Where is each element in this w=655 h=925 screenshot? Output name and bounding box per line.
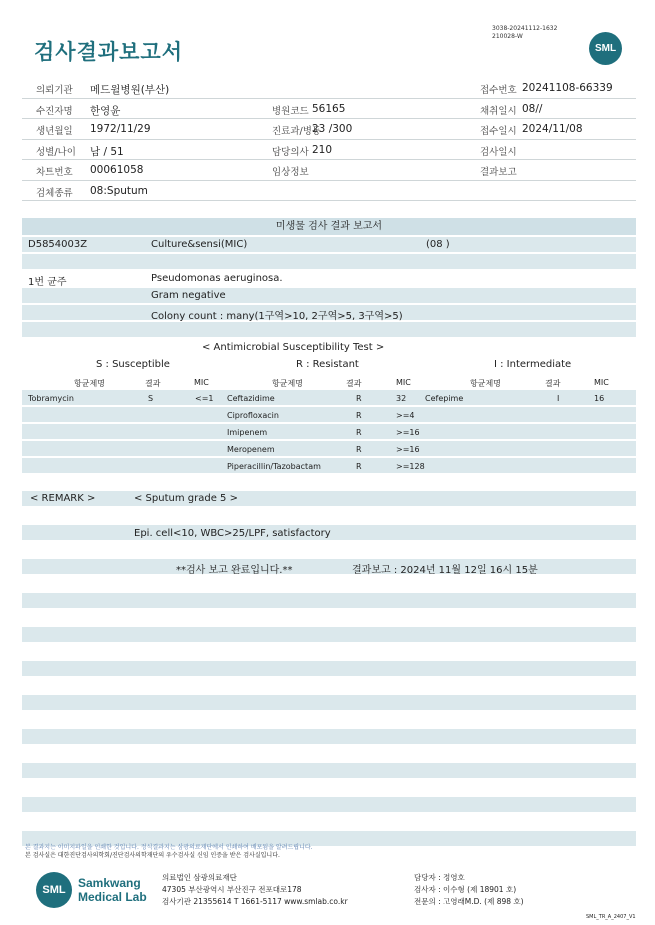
header-value: 20241108-66339 — [522, 82, 613, 94]
brand-line: Samkwang — [78, 876, 141, 890]
row-band — [22, 729, 636, 744]
report-text: R — [356, 428, 362, 437]
staff-info — [414, 872, 524, 908]
report-text: R — [356, 462, 362, 471]
report-text: < REMARK > — [30, 493, 96, 504]
header-row — [22, 99, 636, 120]
header-label: 검사일시 — [480, 146, 517, 158]
row-band — [22, 458, 636, 473]
report-text: **검사 보고 완료입니다.** — [176, 565, 293, 576]
report-text: 32 — [396, 394, 407, 403]
header-label: 접수일시 — [480, 126, 517, 137]
report-text: R : Resistant — [296, 359, 359, 370]
row-band — [22, 441, 636, 456]
row-band — [22, 322, 636, 337]
sml-logo: SML — [589, 32, 622, 65]
header-value: 2024/11/08 — [522, 123, 583, 135]
patient-header — [22, 78, 636, 201]
report-text: Piperacillin/Tazobactam — [227, 462, 321, 471]
header-label: 차트번호 — [36, 167, 73, 178]
row-band — [22, 491, 636, 506]
header-value: 56165 — [312, 102, 346, 115]
report-text: Tobramycin — [28, 394, 74, 403]
org-line: 검사기관 21355614 T 1661-5117 www.smlab.co.kr — [162, 897, 348, 906]
report-text: < Sputum grade 5 > — [134, 493, 238, 504]
row-band — [22, 424, 636, 439]
report-text: I — [557, 394, 560, 403]
report-text: 결과 — [545, 379, 561, 388]
org-line: 의료법인 삼광의료재단 — [162, 873, 237, 882]
brand-line: Medical Lab — [78, 890, 147, 904]
report-text: S — [148, 394, 154, 403]
header-row — [22, 119, 636, 140]
page-title: 검사결과보고서 — [34, 40, 184, 64]
report-text: Culture&sensi(MIC) — [151, 239, 248, 250]
row-band — [22, 407, 636, 422]
report-text: I : Intermediate — [494, 359, 572, 370]
report-text: D5854003Z — [28, 239, 88, 250]
row-band — [22, 559, 636, 574]
section-title: 미생물 검사 결과 보고서 — [22, 218, 636, 235]
report-text: <=1 — [195, 394, 214, 403]
header-row — [22, 78, 636, 99]
report-text: 결과 — [346, 379, 362, 388]
report-text: Cefepime — [425, 394, 464, 403]
report-text: 항균제명 — [74, 379, 105, 388]
report-text: Meropenem — [227, 445, 275, 454]
header-label: 접수번호 — [480, 85, 517, 96]
header-value: 한영윤 — [90, 104, 121, 117]
report-text: >=16 — [396, 428, 420, 437]
report-text: 결과 — [145, 379, 161, 388]
header-label: 병원코드 — [272, 105, 309, 117]
form-code: SML_TR_A_2407_V1 — [586, 914, 636, 920]
staff-line: 전문의 : 고영래M.D. (제 898 호) — [414, 897, 524, 906]
header-label: 성별/나이 — [36, 146, 76, 158]
report-text: Ciprofloxacin — [227, 411, 279, 420]
header-label: 수진자명 — [36, 105, 73, 117]
row-band — [22, 390, 636, 405]
header-value: 00061058 — [90, 164, 144, 176]
row-band — [22, 627, 636, 642]
report-text: 항균제명 — [272, 379, 303, 388]
report-text: Pseudomonas aeruginosa. — [151, 273, 283, 284]
report-text: >=16 — [396, 445, 420, 454]
header-label: 생년월일 — [36, 126, 73, 137]
header-value: 08:Sputum — [90, 184, 148, 197]
report-text: MIC — [396, 378, 411, 387]
report-text: 항균제명 — [470, 379, 501, 388]
org-info — [162, 872, 348, 908]
report-text: 1번 균주 — [28, 277, 67, 288]
row-band — [22, 661, 636, 676]
row-band — [22, 797, 636, 812]
staff-line: 검사자 : 이수형 (제 18901 호) — [414, 885, 517, 894]
header-label: 의뢰기관 — [36, 85, 73, 96]
report-text: R — [356, 411, 362, 420]
report-text: Colony count : many(1구역>10, 2구역>5, 3구역>5) — [151, 311, 403, 322]
report-text: < Antimicrobial Susceptibility Test > — [202, 342, 385, 353]
row-band — [22, 763, 636, 778]
header-label: 진료과/병동 — [272, 126, 322, 137]
row-band — [22, 288, 636, 303]
brand-name — [78, 876, 147, 904]
row-band — [22, 593, 636, 608]
sml-logo: SML — [36, 872, 72, 908]
report-text: Gram negative — [151, 290, 226, 301]
header-label: 결과보고 — [480, 167, 517, 178]
report-text: Imipenem — [227, 428, 268, 437]
header-row — [22, 160, 636, 181]
row-band — [22, 695, 636, 710]
report-text: MIC — [594, 378, 609, 387]
footer-note: 본 결과지는 이미지파일을 인쇄한 것입니다. 정식결과지는 삼광의료재단에서 인쇄하여 배포됨을 알려드립니다. — [25, 844, 313, 851]
header-value: 08// — [522, 102, 543, 115]
header-label: 임상정보 — [272, 167, 309, 178]
staff-line: 담당자 : 정영호 — [414, 873, 465, 882]
header-value: 1972/11/29 — [90, 123, 151, 135]
report-text: S : Susceptible — [96, 359, 170, 370]
row-band — [22, 254, 636, 269]
report-text: >=4 — [396, 411, 415, 420]
report-text: Epi. cell<10, WBC>25/LPF, satisfactory — [134, 528, 331, 539]
report-text: R — [356, 445, 362, 454]
header-label: 담당의사 — [272, 146, 309, 158]
header-value: 23 /300 — [312, 123, 353, 135]
header-value: 메드윌병원(부산) — [90, 84, 170, 96]
report-text: MIC — [194, 378, 209, 387]
document-id — [492, 25, 557, 41]
header-row — [22, 140, 636, 161]
report-text: >=128 — [396, 462, 425, 471]
org-line: 47305 부산광역시 부산진구 전포대로178 — [162, 885, 302, 894]
doc-id-line: 3038-20241112-1632 — [492, 25, 558, 32]
header-row — [22, 181, 636, 202]
row-band — [22, 237, 636, 252]
doc-id-line: 210028-W — [492, 33, 523, 40]
footer-cert: 본 검사실은 대한진단검사의학회/진단검사의학재단의 우수검사실 신임 인증을 받은 검사실입니다. — [25, 852, 280, 859]
header-label: 검체종류 — [36, 187, 73, 199]
report-text: Ceftazidime — [227, 394, 275, 403]
header-value: 210 — [312, 143, 333, 156]
report-text: (08 ) — [426, 239, 450, 250]
header-value: 남 / 51 — [90, 145, 124, 158]
report-text: R — [356, 394, 362, 403]
header-label: 채취일시 — [480, 105, 517, 117]
report-text: 결과보고 : 2024년 11월 12일 16시 15분 — [352, 565, 538, 576]
report-text: 16 — [594, 394, 605, 403]
